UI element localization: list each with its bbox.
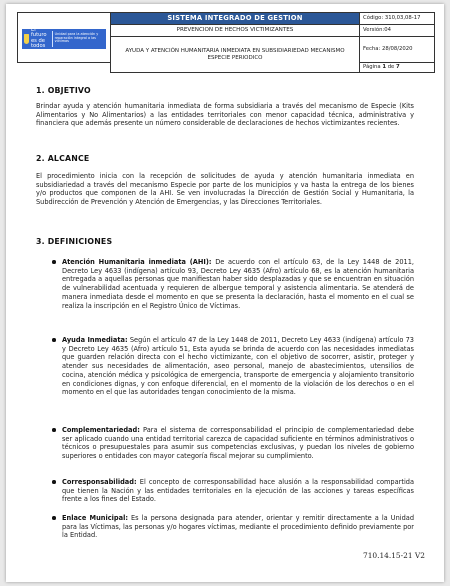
- document-code: Código: 310,03,08-17: [360, 13, 435, 25]
- system-title: SISTEMA INTEGRADO DE GESTION: [111, 13, 360, 25]
- procedure-name: AYUDA Y ATENCIÓN HUMANITARIA INMEDIATA EN SUBSIDIARIEDAD MECANISMO ESPECIE PERIODICO: [111, 37, 360, 73]
- document-date: Fecha: 28/08/2020: [360, 37, 435, 63]
- agency-logo: [22, 26, 106, 49]
- page-of: de: [386, 63, 397, 70]
- logo-cell: [18, 13, 111, 63]
- definition-item: [62, 258, 414, 310]
- logo-line-2: es de todos: [30, 37, 46, 49]
- document-header-table: [17, 12, 435, 73]
- definition-item: [62, 426, 414, 461]
- definition-text: Para el sistema de corresponsabilidad el principio de complementariedad debe ser aplicado cuando una entidad territorial carezca de capacidad suficiente en términos administrativos o técnicos o presupuestales para asumir sus competencias exclusivas, y puedan los niveles de gobierno superiores o entidades con mayor categoría fiscal mejorar su cumplimiento.: [62, 426, 414, 461]
- definition-term: Corresponsabilidad:: [62, 478, 137, 486]
- bullet-icon: [52, 260, 56, 264]
- document-version: Versión:04: [360, 25, 435, 37]
- definition-item: [62, 478, 414, 504]
- process-name: PREVENCION DE HECHOS VICTIMIZANTES: [111, 25, 360, 37]
- footer-document-code: 710.14.15-21 V2: [363, 551, 425, 560]
- definition-item: [62, 336, 414, 397]
- definition-text: Según el artículo 47 de la Ley 1448 de 2011, Decreto Ley 4633 (indígena) artículo 73 y Decreto Ley 4635 (Afro) artículo 51, Esta ayuda se brinda de acuerdo con las necesidades inmediatas que guarden relación directa con el hecho victimizante, con el objetivo de socorrer, asistir, proteger y atender sus necesidades de alimentación, aseo personal, manejo de abastecimientos, utensilios de cocina, atención médica y psicológica de emergencia, transporte de emergencia y alojamiento transitorio en condiciones dignas, y con enfoque diferencial, en el momento de la violación de los derechos o en el momento en el que las autoridades tengan conocimiento de la misma.: [62, 336, 414, 397]
- document-page: [6, 4, 444, 582]
- definition-text: Es la persona designada para atender, orientar y remitir directamente a la Unidad para las Víctimas, las personas y/o hogares víctimas, mediante el procedimiento definido previamente por la Entidad.: [62, 514, 415, 540]
- definition-text: El concepto de corresponsabilidad hace alusión a la responsabilidad compartida que tienen la Nación y las entidades territoriales en la ejecución de las acciones y tareas específicas frente a los fines del Estado.: [62, 478, 414, 504]
- definition-term: Enlace Municipal:: [62, 514, 128, 522]
- page-label: Página: [363, 63, 383, 70]
- section-objetivo-title: 1. OBJETIVO: [36, 86, 91, 95]
- section-alcance-body: El procedimiento inicia con la recepción de solicitudes de ayuda y atención humanitaria inmediata en subsidiariedad a través del mecanismo Especie por parte de los municipios y va hasta la entrega de los bienes y/o productos que componen de la AHI. Se ven involucradas la Dirección de Gestión Social y Humanitaria, la Subdirección de Prevención y Atención de Emergencias, y las Direcciones Territoriales.: [36, 172, 414, 207]
- logo-line-1: El futuro: [30, 26, 47, 39]
- definition-text: De acuerdo con el artículo 63, de la Ley 1448 de 2011, Decreto Ley 4633 (indígena) artículo 93, Decreto Ley 4635 (Afro) artículo 68, es la atención humanitaria entregada a aquellas personas que manifiestan haber sido desplazadas y que se encuentran en situación de vulnerabilidad acentuada y requieren de albergue temporal y asistencia alimentaria. Se atenderá de manera inmediata desde el momento en que se presenta la declaración, hasta el momento en el cual se realiza la inscripción en el Registro Único de Víctimas.: [62, 258, 414, 310]
- bullet-icon: [52, 480, 56, 484]
- definition-term: Atención Humanitaria inmediata (AHI):: [62, 258, 212, 266]
- bullet-icon: [52, 516, 56, 520]
- bullet-icon: [52, 428, 56, 432]
- section-objetivo-body: Brindar ayuda y atención humanitaria inmediata de forma subsidiaria a través del mecanismo de Especie (Kits Alimentarios y No Alimentarios) a las entidades territoriales con menor capacidad técnica, administrativa y financiera que además presente un número considerable de declaraciones de hechos victimizantes recientes.: [36, 102, 414, 128]
- page-indicator: [360, 63, 435, 73]
- bullet-icon: [52, 338, 56, 342]
- page-number: 1: [382, 63, 387, 70]
- definition-term: Ayuda Inmediata:: [62, 336, 128, 344]
- section-definiciones-title: 3. DEFINICIONES: [36, 237, 113, 246]
- definition-item: [62, 514, 414, 540]
- logo-tagline: Unidad para la atención y reparación integral a las víctimas: [54, 31, 99, 44]
- definition-term: Complementariedad:: [62, 426, 140, 434]
- colombia-shield-icon: [24, 34, 29, 44]
- page-total: 7: [396, 63, 400, 70]
- section-alcance-title: 2. ALCANCE: [36, 154, 90, 163]
